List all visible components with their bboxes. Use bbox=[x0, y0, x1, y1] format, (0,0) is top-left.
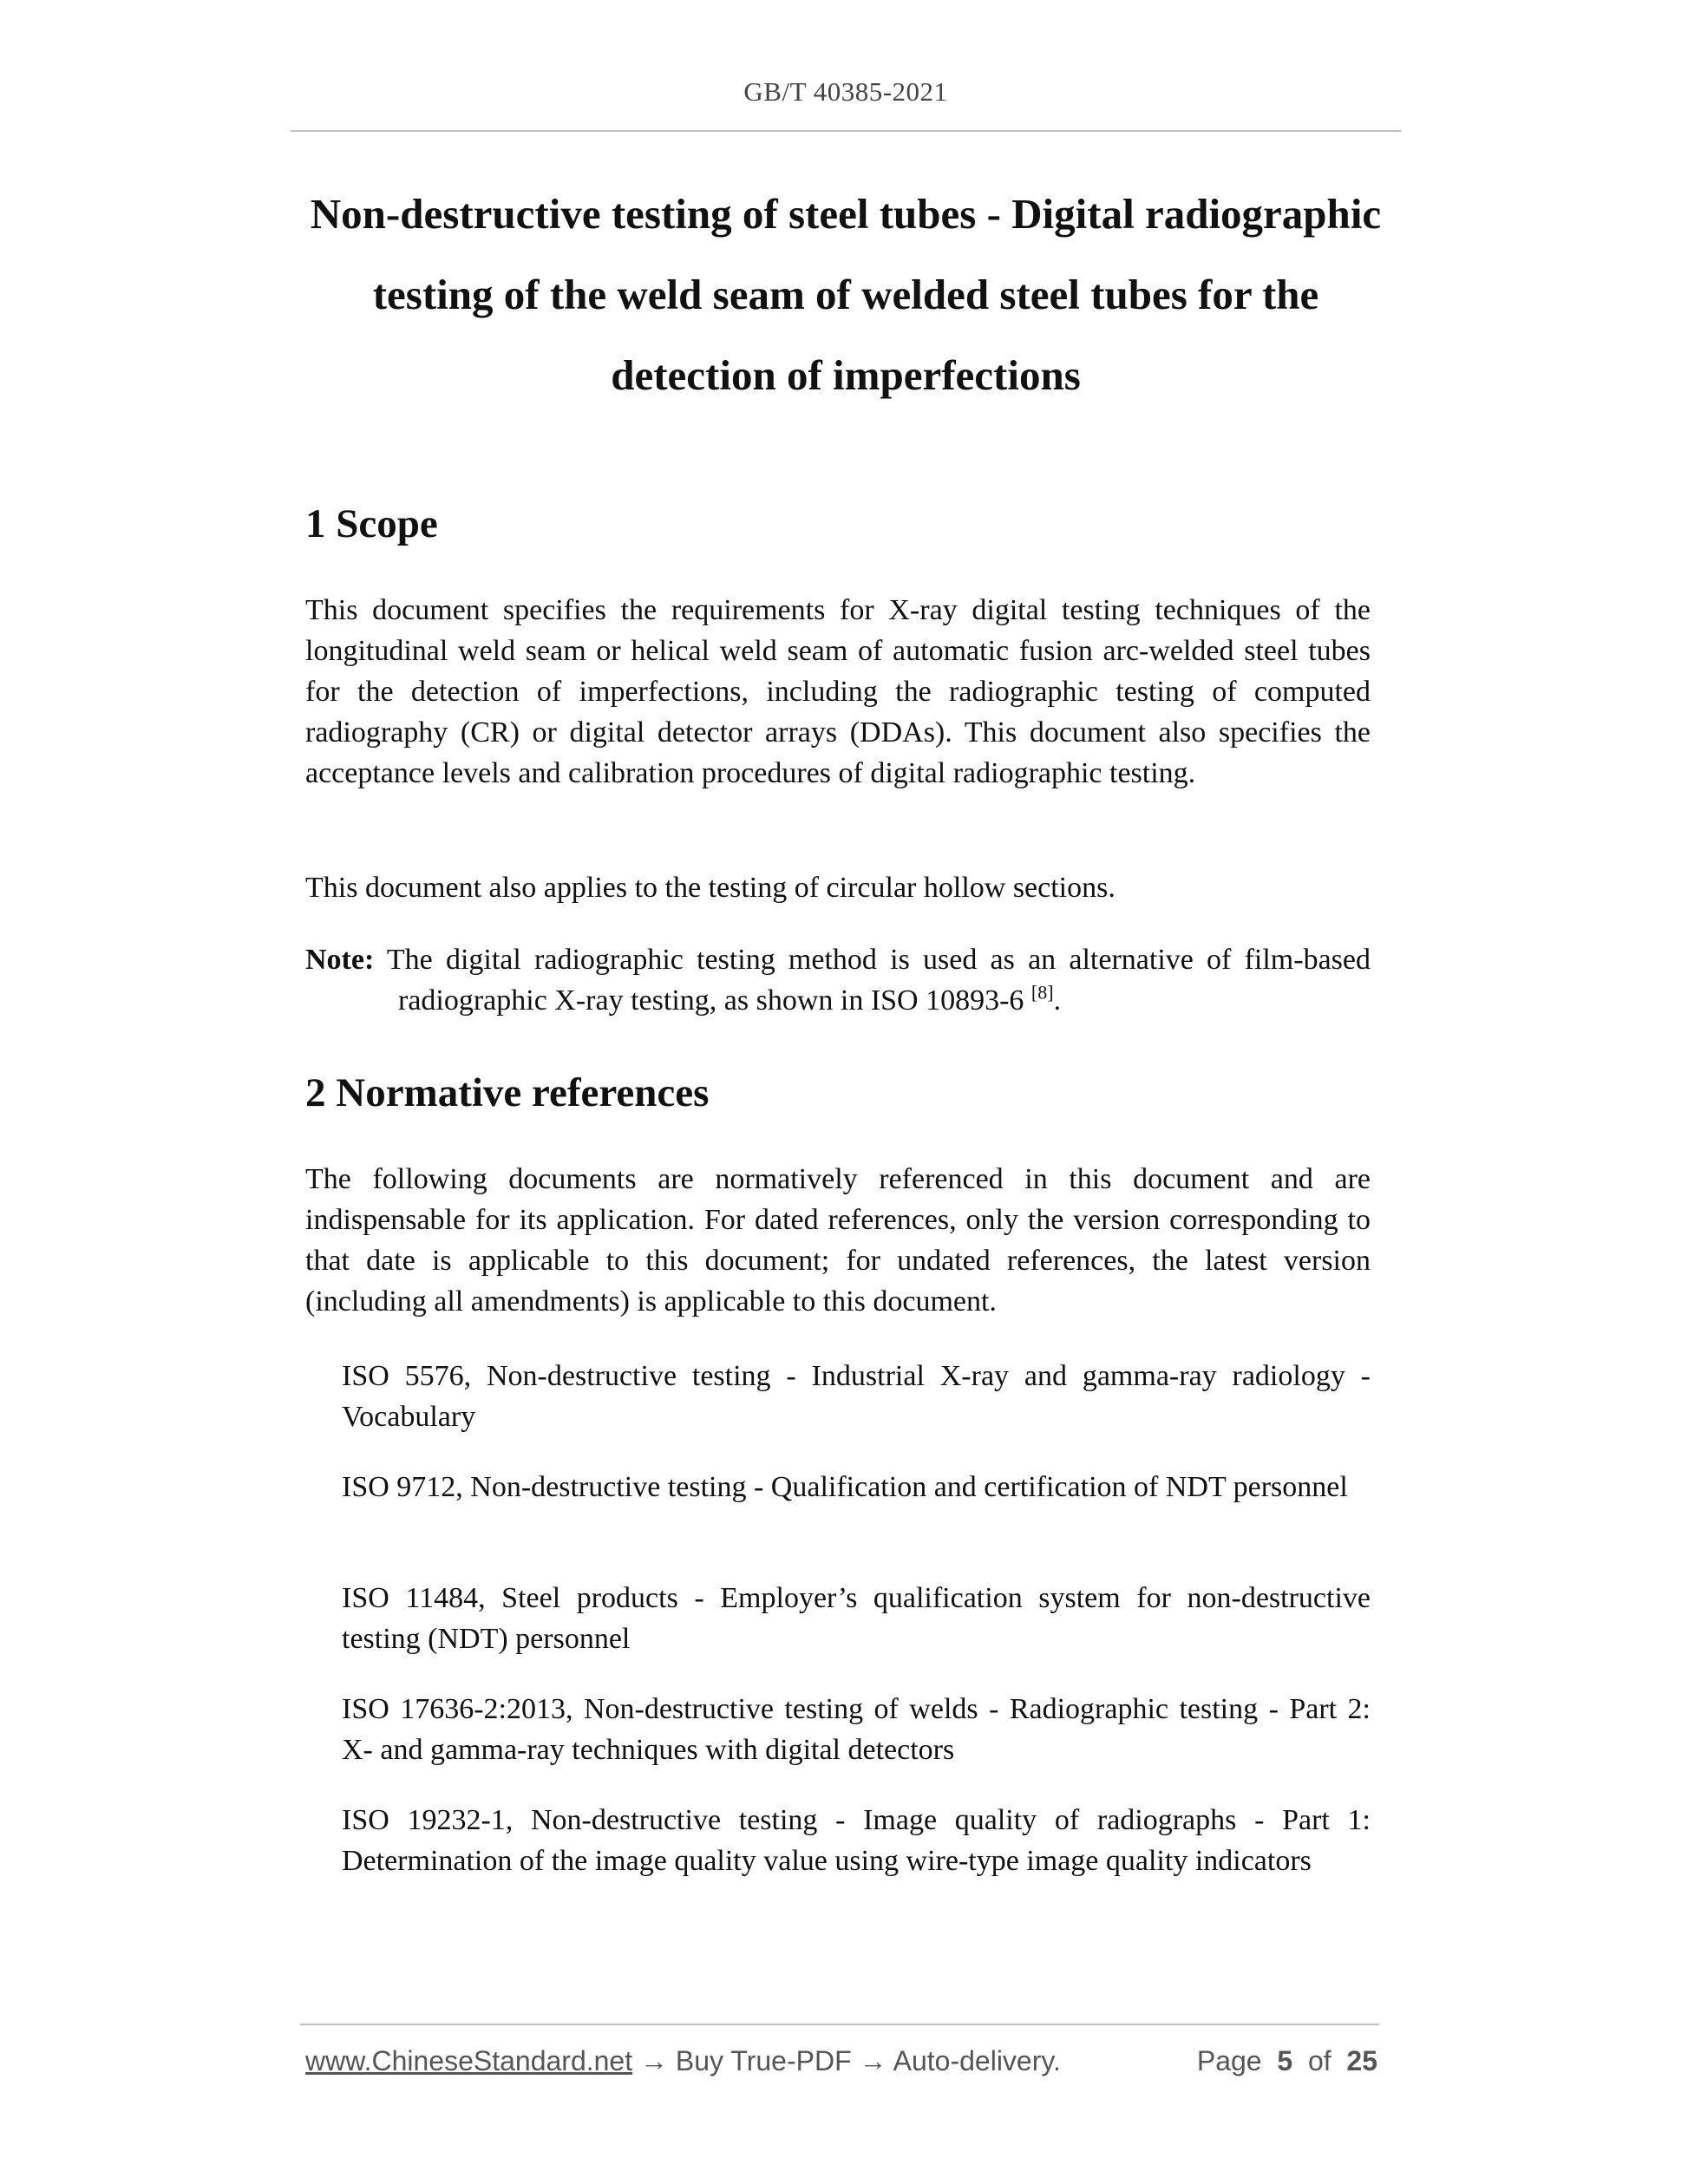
note-text: The digital radiographic testing method is used as an alternative of film-based radiographic X-ray testing, as shown in ISO 10893-6 bbox=[374, 944, 1371, 1017]
page-label: Page bbox=[1196, 2045, 1262, 2076]
note-label: Note: bbox=[305, 944, 375, 976]
reference-item: ISO 19232-1, Non-destructive testing - Image quality of radiographs - Part 1: Determination of the image quality value using wire-type image quality indicators bbox=[342, 1804, 1371, 1877]
header-rule bbox=[291, 130, 1401, 132]
page-total: 25 bbox=[1346, 2045, 1377, 2076]
reference-item: ISO 9712, Non-destructive testing - Qualification and certification of NDT personnel bbox=[342, 1471, 1348, 1503]
footer-rule bbox=[300, 2024, 1379, 2025]
reference-item: ISO 5576, Non-destructive testing - Industrial X-ray and gamma-ray radiology - Vocabulary bbox=[342, 1360, 1371, 1433]
standard-code: GB/T 40385-2021 bbox=[743, 76, 948, 107]
page-footer bbox=[305, 2045, 1377, 2083]
section-heading-scope: 1 Scope bbox=[305, 501, 438, 546]
page-current: 5 bbox=[1277, 2045, 1293, 2076]
document-title bbox=[291, 173, 1401, 415]
reference-item: ISO 17636-2:2013, Non-destructive testing of welds - Radiographic testing - Part 2: X- and gamma-ray techniques with digital detectors bbox=[342, 1693, 1371, 1766]
page-indicator bbox=[1197, 2045, 1377, 2077]
normative-references-intro: The following documents are normatively referenced in this document and are indispensable for its application. For dated references, only the version corresponding to that date is applicable to this document; for undated references, the latest version (including all amendments) is applicable to this document. bbox=[305, 1163, 1371, 1318]
note-citation: [8] bbox=[1030, 981, 1054, 1004]
title-line-2: testing of the weld seam of welded steel tubes for the bbox=[372, 271, 1319, 318]
title-line-1: Non-destructive testing of steel tubes - Digital radiographic bbox=[310, 190, 1382, 238]
footer-promo-text: → Buy True-PDF → Auto-delivery. bbox=[632, 2045, 1061, 2076]
title-line-3: detection of imperfections bbox=[611, 351, 1081, 399]
scope-paragraph-2: This document also applies to the testing of circular hollow sections. bbox=[305, 872, 1116, 904]
scope-paragraph-1: This document specifies the requirements for X-ray digital testing techniques of the longitudinal weld seam or helical weld seam of automatic fusion arc-welded steel tubes for the detection of imperfections, including the radiographic testing of computed radiography (CR) or digital detector arrays (DDAs). This document also specifies the acceptance levels and calibration procedures of digital radiographic testing. bbox=[305, 594, 1371, 789]
scope-note bbox=[305, 939, 1371, 1021]
footer-promo bbox=[305, 2045, 1061, 2077]
section-heading-normative-references: 2 Normative references bbox=[305, 1070, 710, 1115]
reference-item: ISO 11484, Steel products - Employer’s qualification system for non-destructive testing (NDT) personnel bbox=[342, 1582, 1371, 1655]
page-of: of bbox=[1307, 2045, 1331, 2076]
note-end: . bbox=[1053, 984, 1062, 1017]
site-link[interactable]: www.ChineseStandard.net bbox=[305, 2045, 633, 2076]
